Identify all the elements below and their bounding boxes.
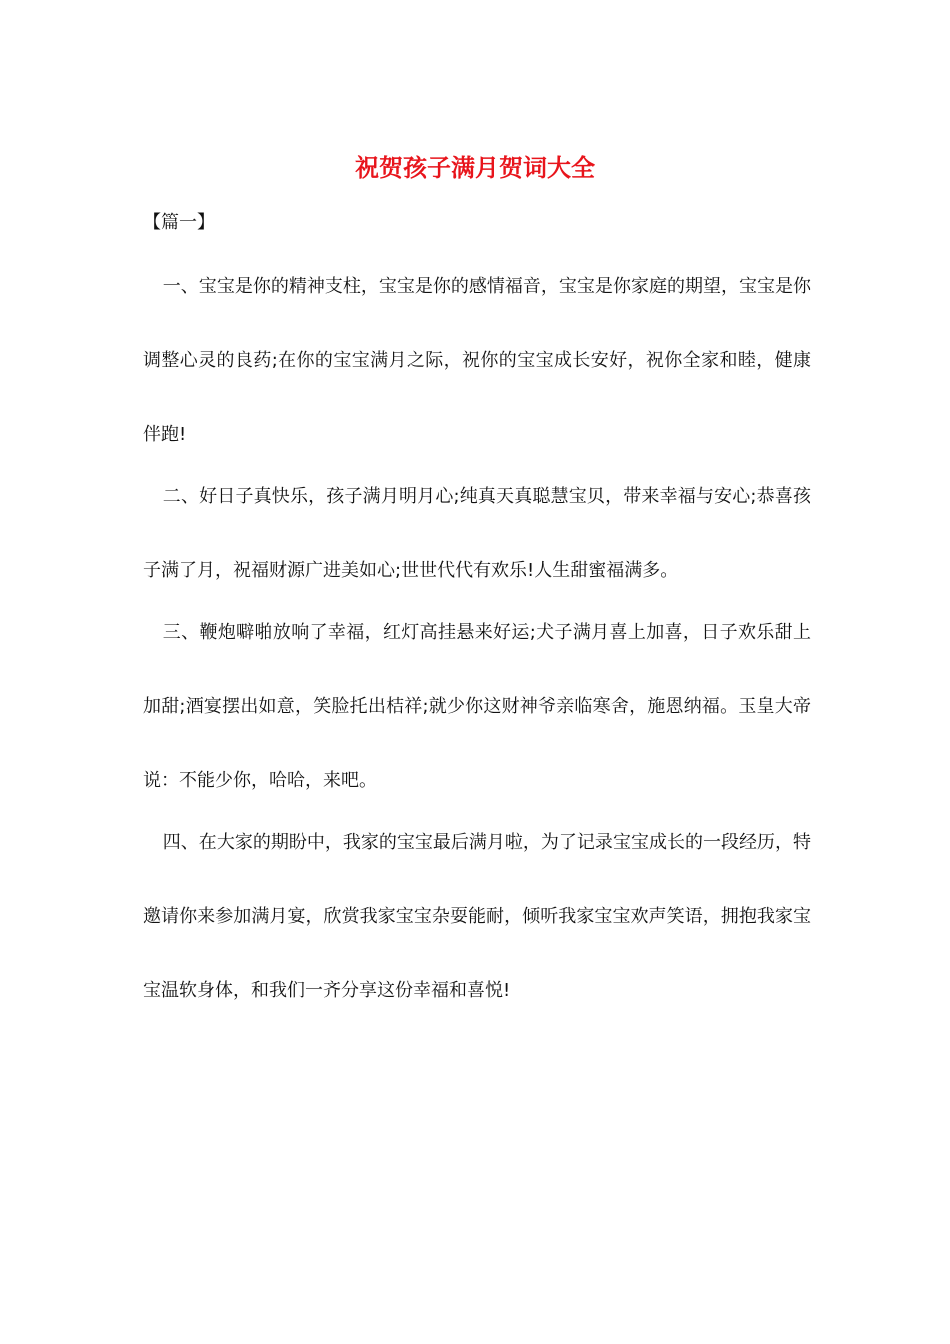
paragraph-1: 一、宝宝是你的精神支柱，宝宝是你的感情福音，宝宝是你家庭的期望，宝宝是你调整心灵的良药;在你的宝宝满月之际，祝你的宝宝成长安好，祝你全家和睦，健康伴跑! (143, 276, 811, 445)
section-label: 【篇一】 (143, 212, 215, 233)
document-body (143, 250, 811, 1028)
paragraph-2: 二、好日子真快乐，孩子满月明月心;纯真天真聪慧宝贝，带来幸福与安心;恭喜孩子满了月，祝福财源广进美如心;世世代代有欢乐!人生甜蜜福满多。 (143, 486, 811, 581)
paragraph-4: 四、在大家的期盼中，我家的宝宝最后满月啦，为了记录宝宝成长的一段经历，特邀请你来参加满月宴，欣赏我家宝宝杂耍能耐，倾听我家宝宝欢声笑语，拥抱我家宝宝温软身体，和我们一齐分享这份幸福和喜悦! (143, 832, 811, 1001)
paragraph-3: 三、鞭炮噼啪放响了幸福，红灯高挂悬来好运;犬子满月喜上加喜，日子欢乐甜上加甜;酒宴摆出如意，笑脸托出桔祥;就少你这财神爷亲临寒舍，施恩纳福。玉皇大帝说：不能少你，哈哈，来吧。 (143, 622, 811, 791)
document-title: 祝贺孩子满月贺词大全 (355, 153, 595, 182)
